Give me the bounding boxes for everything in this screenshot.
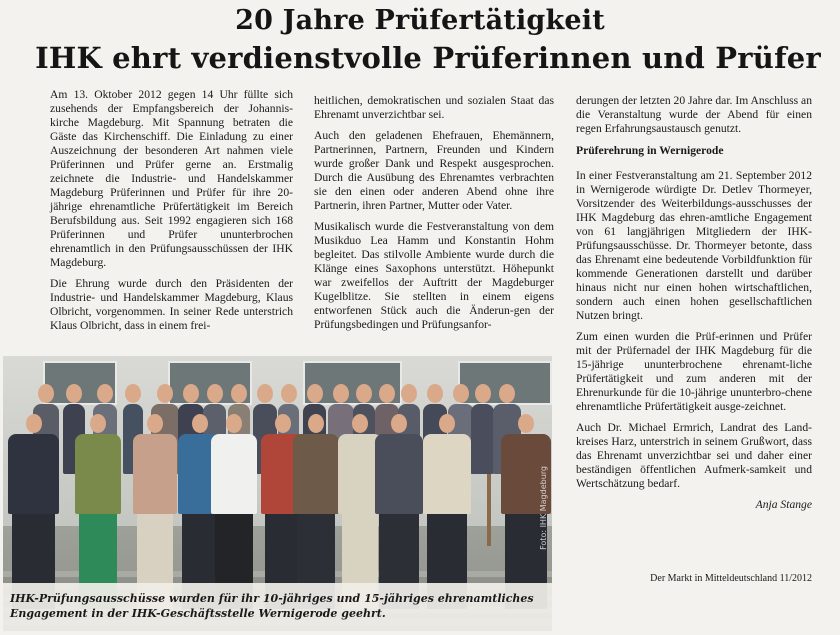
photo-person-head [257, 384, 273, 403]
photo-person-head [439, 414, 455, 433]
photo-person-head [275, 414, 291, 433]
photo-person-head [207, 384, 223, 403]
paragraph: Musikalisch wurde die Festveranstaltung von dem Musikduo Lea Hamm und Konstantin Hohm begleitet. Das stilvolle Ambiente wurde durch die Klänge eines Saxophons unterstützt. Höhepunkt war zweifellos der Auftritt der Magdeburger Kugelblitze. Sie stellten in einem eigens entworfenen Stück auch die Änderun-gen der Prüfungsbedingen und Prüfungsanfor- [314, 220, 554, 331]
photo-person-head [307, 384, 323, 403]
paragraph: derungen der letzten 20 Jahre dar. Im Anschluss an die Veranstaltung wurde der Abend für einen regen Erfahrungsaustausch genutzt. [576, 94, 812, 135]
photo-person-head [147, 414, 163, 433]
article-column-3 [576, 94, 812, 519]
photo-person-head [308, 414, 324, 433]
photo-credit: Foto: IHK Magdeburg [539, 466, 548, 550]
photo-person-body [375, 434, 423, 514]
source-citation: Der Markt in Mitteldeutschland 11/2012 [650, 573, 812, 584]
photo-person-head [379, 384, 395, 403]
photo-person-body [8, 434, 59, 514]
photo-person-head [38, 384, 54, 403]
photo-person-head [518, 414, 534, 433]
article-column-1 [50, 88, 293, 340]
paragraph: Auch den geladenen Ehefrauen, Ehemännern, Partnerinnen, Partnern, Freunden und Kindern wurde großer Dank und Respekt ausgesprochen. Durch die Ausübung des Ehrenamtes verbrachten sie den einen oder anderen Abend ohne ihre Partnerin, ihren Partner, Mutter oder Vater. [314, 129, 554, 212]
photo-person-head [475, 384, 491, 403]
photo-person-head [97, 384, 113, 403]
photo-person-head [391, 414, 407, 433]
photo-person-head [192, 414, 208, 433]
photo-person-head [333, 384, 349, 403]
photo-person-head [281, 384, 297, 403]
photo-person-body [75, 434, 121, 514]
photo-person-head [356, 384, 372, 403]
paragraph: heitlichen, demokratischen und sozialen Staat das Ehrenamt unverzichtbar sei. [314, 94, 554, 121]
photo-person-head [66, 384, 82, 403]
photo-person-body [471, 404, 494, 474]
photo-person-head [427, 384, 443, 403]
paragraph: Die Ehrung wurde durch den Präsidenten der Industrie- und Handelskammer Magdeburg, Klaus Olbricht, vorgenommen. In seiner Rede unterstrich Klaus Olbricht, dass in einem frei- [50, 277, 293, 332]
headline-line-2: IHK ehrt verdienstvolle Prüferinnen und Prüfer [35, 41, 821, 75]
paragraph: Zum einen wurden die Prüf-erinnen und Prüfer mit der Prüfernadel der IHK Magdeburg für die 15-jährige ununterbrochene ehrenamt-liche Prüfertätigkeit und zum anderen mit der Ehrenurkunde für die 10-jährige ununterbro-chene ehrenamtliche Prüfertätigkeit ausge-zeichnet. [576, 330, 812, 413]
photo-person-head [453, 384, 469, 403]
photo-person-head [352, 414, 368, 433]
photo-person-body [133, 434, 177, 514]
photo-person-head [401, 384, 417, 403]
photo-person-body [211, 434, 257, 514]
photo-person-head [26, 414, 42, 433]
photo-person-head [90, 414, 106, 433]
author-signature: Anja Stange [755, 498, 812, 511]
photo-person-body [423, 434, 471, 514]
headline-line-1: 20 Jahre Prüfertätigkeit [235, 5, 605, 36]
photo-person-body [293, 434, 339, 514]
photo-person-head [231, 384, 247, 403]
photo-person-head [499, 384, 515, 403]
section-subheading: Prüferehrung in Wernigerode [576, 144, 724, 157]
paragraph: Auch Dr. Michael Ermrich, Landrat des Land-kreises Harz, unterstrich in seinem Grußwort, dass das Ehrenamt unverzichtbar sei und daher einer beständigen öffentlichen Aufmerk-samkeit und Wertschätzung bedarf. [576, 421, 812, 490]
photo-person-head [125, 384, 141, 403]
photo-person-head [183, 384, 199, 403]
paragraph: In einer Festveranstaltung am 21. September 2012 in Wernigerode würdigte Dr. Detlev Thormeyer, Vorsitzender des Weiterbildungs-ausschusses der IHK Magdeburg das ehren-amtliche Engagement von 61 langjährigen Mitgliedern der IHK-Prüfungsausschüsse. Dr. Thormeyer betonte, dass das Ehrenamt eine bedeutende Vorbildfunktion für kommende Generationen darstellt und darüber hinaus nicht nur einen hohen wirtschaftlichen, sondern auch einen hohen gesellschaftlichen Nutzen bringt. [576, 169, 812, 322]
article-column-2 [314, 94, 554, 339]
photo-caption: IHK-Prüfungsausschüsse wurden für ihr 10-jähriges und 15-jähriges ehrenamtliches Engagement in der IHK-Geschäftsstelle Wernigerode geehrt. [3, 583, 552, 631]
photo-person-head [226, 414, 242, 433]
paragraph: Am 13. Oktober 2012 gegen 14 Uhr füllte sich zusehends der Empfangsbereich der Johannis-kirche Magdeburg. Mit Spannung betraten die Gäste das Kirchenschiff. Die Einladung zu einer Auszeichnung der besonderen Art nahmen viele Prüferinnen und Prüfer gerne an. Erstmalig zeichnete die Industrie- und Handelskammer Magdeburg Prüferinnen und Prüfer für ihre 20-jährige ehrenamtliche Prüfertätigkeit im Bereich Berufsbildung aus. Seit 1992 engagieren sich 168 Prüferinnen und Prüfer ununterbrochen ehrenamtlich in den Prüfungsausschüssen der IHK Magdeburg. [50, 88, 293, 269]
group-photo [3, 356, 552, 631]
photo-person-head [157, 384, 173, 403]
